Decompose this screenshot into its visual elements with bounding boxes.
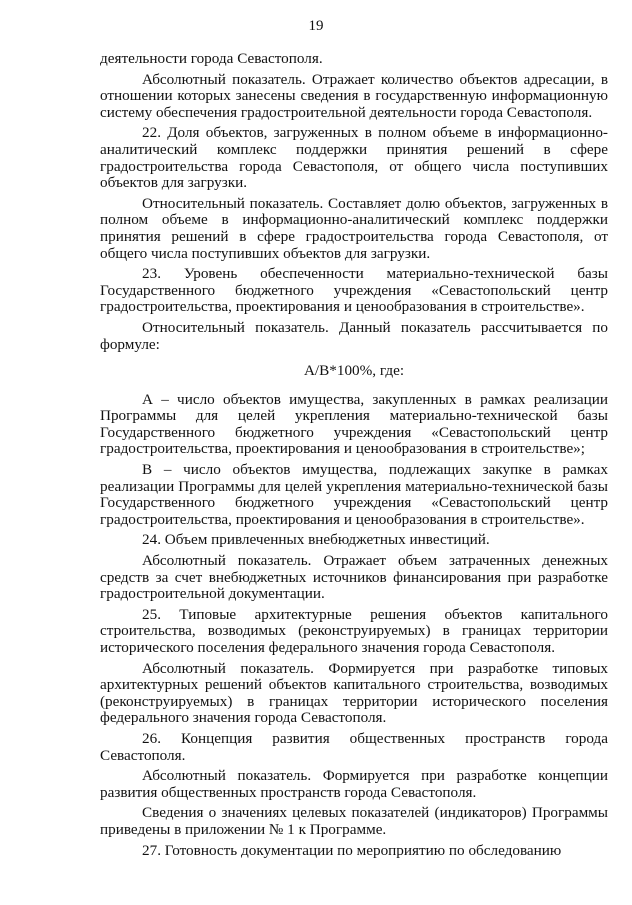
- paragraph-indicator-26: 26. Концепция развития общественных пространств города Севастополя.: [100, 729, 608, 764]
- paragraph-indicator-24-description: Абсолютный показатель. Отражает объем затраченных денежных средств за счет внебюджетных источников финансирования при разработке градостроительной документации.: [100, 552, 608, 603]
- paragraph-indicator-25: 25. Типовые архитектурные решения объектов капитального строительства, возводимых (реконструируемых) в границах территории исторического поселения федерального значения города Севастополя.: [100, 605, 608, 656]
- paragraph-indicator-22-description: Относительный показатель. Составляет долю объектов, загруженных в полном объеме в информационно-аналитический комплекс поддержки принятия решений в сфере градостроительства города Севастополя, от общего числа поступивших объектов для загрузки.: [100, 194, 608, 262]
- paragraph-indicator-24: 24. Объем привлеченных внебюджетных инвестиций.: [142, 531, 490, 549]
- formula: А/В*100%, где:: [303, 362, 405, 380]
- paragraph-indicator-23: 23. Уровень обеспеченности материально-технической базы Государственного бюджетного учреждения «Севастопольский центр градостроительства, проектирования и ценообразования в строительстве».: [100, 265, 608, 316]
- paragraph-indicator-21-description: Абсолютный показатель. Отражает количество объектов адресации, в отношении которых занесены сведения в государственную информационную систему обеспечения градостроительной деятельности города Севастополя.: [100, 70, 608, 121]
- paragraph-formula-a: А – число объектов имущества, закупленных в рамках реализации Программы для целей укрепления материально-технической базы Государственного бюджетного учреждения «Севастопольский центр градостроительства, проектирования и ценообразования в строительстве»;: [100, 390, 608, 458]
- paragraph-appendix-reference: Сведения о значениях целевых показателей (индикаторов) Программы приведены в приложении № 1 к Программе.: [100, 804, 608, 838]
- paragraph-continuation: деятельности города Севастополя.: [100, 50, 323, 67]
- document-body: [100, 51, 608, 859]
- page-number: 19: [308, 18, 324, 34]
- paragraph-indicator-26-description: Абсолютный показатель. Формируется при разработке концепции развития общественных пространств города Севастополя.: [100, 767, 608, 801]
- paragraph-indicator-22: 22. Доля объектов, загруженных в полном объеме в информационно-аналитический комплекс поддержки принятия решений в сфере градостроительства города Севастополя, от общего числа поступивших объектов для загрузки.: [100, 124, 608, 192]
- paragraph-indicator-27: 27. Готовность документации по мероприятию по обследованию: [142, 841, 562, 859]
- paragraph-indicator-25-description: Абсолютный показатель. Формируется при разработке типовых архитектурных решений объектов капитального строительства, возводимых (реконструируемых) в границах территории исторического поселения федерального значения города Севастополя.: [100, 659, 608, 727]
- paragraph-formula-b: В – число объектов имущества, подлежащих закупке в рамках реализации Программы для целей укрепления материально-технической базы Государственного бюджетного учреждения «Севастопольский центр градостроительства, проектирования и ценообразования в строительстве».: [100, 461, 608, 528]
- paragraph-indicator-23-description: Относительный показатель. Данный показатель рассчитывается по формуле:: [100, 318, 608, 353]
